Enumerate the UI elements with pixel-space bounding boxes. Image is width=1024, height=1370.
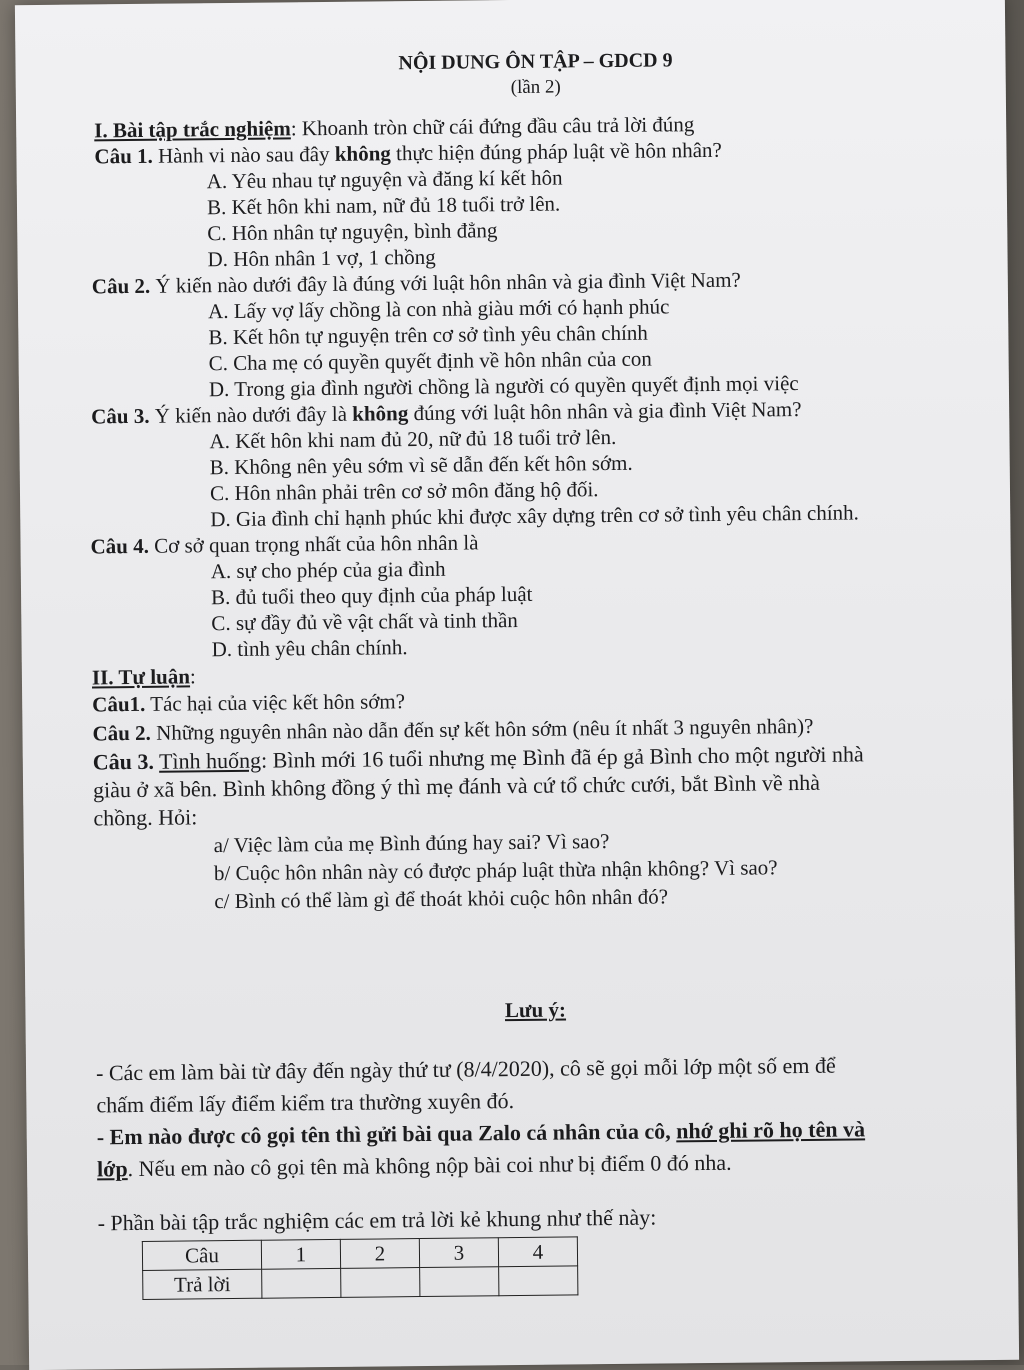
part2-heading: II. Tự luận	[91, 664, 191, 690]
part1-instruction: : Khoanh tròn chữ cái đứng đầu câu trả lời đúng	[290, 112, 695, 141]
essay-question-3-sub-a: a/ Việc làm của mẹ Bình đúng hay sai? Vì sao?	[213, 829, 610, 858]
answer-cell-1	[262, 1268, 341, 1298]
essay-question-2-text: Những nguyên nhân nào dẫn đến sự kết hôn sớm (nêu ít nhất 3 nguyên nhân)?	[150, 713, 814, 745]
note-paragraph-2-rest: . Nếu em nào cô gọi tên mà không nộp bài coi như bị điểm 0 đó nha.	[127, 1149, 732, 1182]
note-paragraph-3: - Phần bài tập trắc nghiệm các em trả lời kẻ khung như thế này:	[97, 1204, 657, 1236]
essay-question-3-situation: Tình huống	[158, 747, 262, 774]
note-paragraph-2-bold: - Em nào được cô gọi tên thì gửi bài qua Zalo cá nhân của cô,	[96, 1118, 677, 1150]
question-1-label: Câu 1.	[94, 143, 153, 169]
question-4-option-a: A. sự cho phép của gia đình	[210, 556, 446, 584]
question-2-option-d: D. Trong gia đình người chồng là người có quyền quyết định mọi việc	[208, 371, 799, 402]
essay-question-3-sub-b: b/ Cuộc hôn nhân này có được pháp luật thừa nhận không? Vì sao?	[213, 855, 778, 886]
answer-table-col-4: 4	[498, 1237, 577, 1267]
question-4-label: Câu 4.	[90, 533, 150, 559]
question-2-text: Ý kiến nào dưới đây là đúng với luật hôn nhân và gia đình Việt Nam?	[150, 267, 741, 298]
answer-cell-3	[420, 1267, 499, 1297]
answer-table-answer-row	[143, 1266, 578, 1300]
answer-table-col-3: 3	[419, 1238, 498, 1268]
question-2-option-c: C. Cha mẹ có quyền quyết định về hôn nhân của con	[208, 346, 652, 376]
document-content	[85, 45, 978, 1300]
answer-table-header-row	[142, 1237, 577, 1271]
question-4-text: Cơ sở quan trọng nhất của hôn nhân là	[148, 530, 479, 558]
note-paragraph-1-line-2: chấm điểm lấy điểm kiểm tra thường xuyên đó.	[96, 1088, 515, 1118]
question-4-option-b: B. đủ tuổi theo quy định của pháp luật	[210, 581, 533, 610]
essay-question-2-label: Câu 2.	[92, 720, 151, 746]
question-1-option-c: C. Hôn nhân tự nguyện, bình đẳng	[207, 218, 498, 246]
note-paragraph-2-underlined-2: lớp	[96, 1156, 128, 1182]
question-3-text-a: Ý kiến nào dưới đây là	[149, 401, 353, 428]
note-paragraph-1-line-1: - Các em làm bài từ đây đến ngày thứ tư (8/4/2020), cô sẽ gọi mỗi lớp một số em để	[95, 1052, 836, 1086]
paper-sheet	[15, 0, 1019, 1370]
question-1-option-d: D. Hôn nhân 1 vợ, 1 chồng	[207, 244, 436, 272]
question-2-label: Câu 2.	[91, 273, 151, 299]
part2-colon: :	[189, 664, 196, 689]
answer-table-col-2: 2	[340, 1239, 419, 1269]
part1-heading: I. Bài tập trắc nghiệm	[94, 116, 291, 143]
question-4-option-c: C. sự đầy đủ về vật chất và tinh thần	[211, 607, 518, 636]
question-2-option-a: A. Lấy vợ lấy chồng là con nhà giàu mới có hạnh phúc	[207, 294, 670, 324]
essay-question-1-label: Câu1.	[92, 691, 146, 717]
note-paragraph-2-underlined-1: nhớ ghi rõ họ tên và	[676, 1116, 866, 1144]
question-3-emph: không	[352, 401, 409, 426]
question-1-emph: không	[334, 141, 391, 166]
question-1-option-b: B. Kết hôn khi nam, nữ đủ 18 tuổi trở lên.	[206, 191, 561, 220]
answer-cell-4	[499, 1266, 578, 1296]
question-2-option-b: B. Kết hôn tự nguyện trên cơ sở tình yêu chân chính	[208, 320, 648, 350]
document-subtitle: (lần 2)	[510, 76, 561, 99]
essay-question-3-line-1: : Bình mới 16 tuổi nhưng mẹ Bình đã ép gả Bình cho một người nhà	[260, 741, 864, 773]
question-3-option-c: C. Hôn nhân phải trên cơ sở môn đăng hộ đối.	[209, 477, 599, 506]
essay-question-3-label: Câu 3.	[92, 748, 155, 775]
note-title: Lưu ý:	[504, 997, 567, 1023]
question-3-text-b: đúng với luật hôn nhân và gia đình Việt Nam?	[408, 397, 802, 426]
answer-table-col-1: 1	[261, 1239, 340, 1269]
question-1-text-b: thực hiện đúng pháp luật về hôn nhân?	[390, 137, 722, 166]
question-1-text-a: Hành vi nào sau đây	[152, 141, 335, 168]
question-3-option-b: B. Không nên yêu sớm vì sẽ dẫn đến kết hôn sớm.	[209, 450, 633, 480]
question-3-option-a: A. Kết hôn khi nam đủ 20, nữ đủ 18 tuổi trở lên.	[209, 424, 617, 454]
essay-question-3-line-3: chồng. Hỏi:	[93, 804, 198, 831]
question-4-option-d: D. tình yêu chân chính.	[211, 635, 408, 662]
essay-question-1-text: Tác hại của việc kết hôn sớm?	[145, 689, 406, 716]
question-3-option-d: D. Gia đình chỉ hạnh phúc khi được xây dựng trên cơ sở tình yêu chân chính.	[210, 500, 859, 532]
essay-question-3-line-2: giàu ở xã bên. Bình không đồng ý thì mẹ đánh và cứ tổ chức cưới, bắt Bình về nhà	[92, 769, 821, 803]
essay-question-3-sub-c: c/ Bình có thể làm gì để thoát khỏi cuộc hôn nhân đó?	[214, 884, 669, 914]
document-title: NỘI DUNG ÔN TẬP – GDCD 9	[398, 49, 673, 75]
answer-cell-2	[341, 1268, 420, 1298]
answer-table-row-label: Trả lời	[143, 1269, 262, 1299]
question-3-label: Câu 3.	[91, 403, 150, 429]
question-1-option-a: A. Yêu nhau tự nguyện và đăng kí kết hôn	[206, 165, 563, 194]
answer-table	[142, 1236, 579, 1300]
answer-table-header-label: Câu	[142, 1240, 261, 1270]
